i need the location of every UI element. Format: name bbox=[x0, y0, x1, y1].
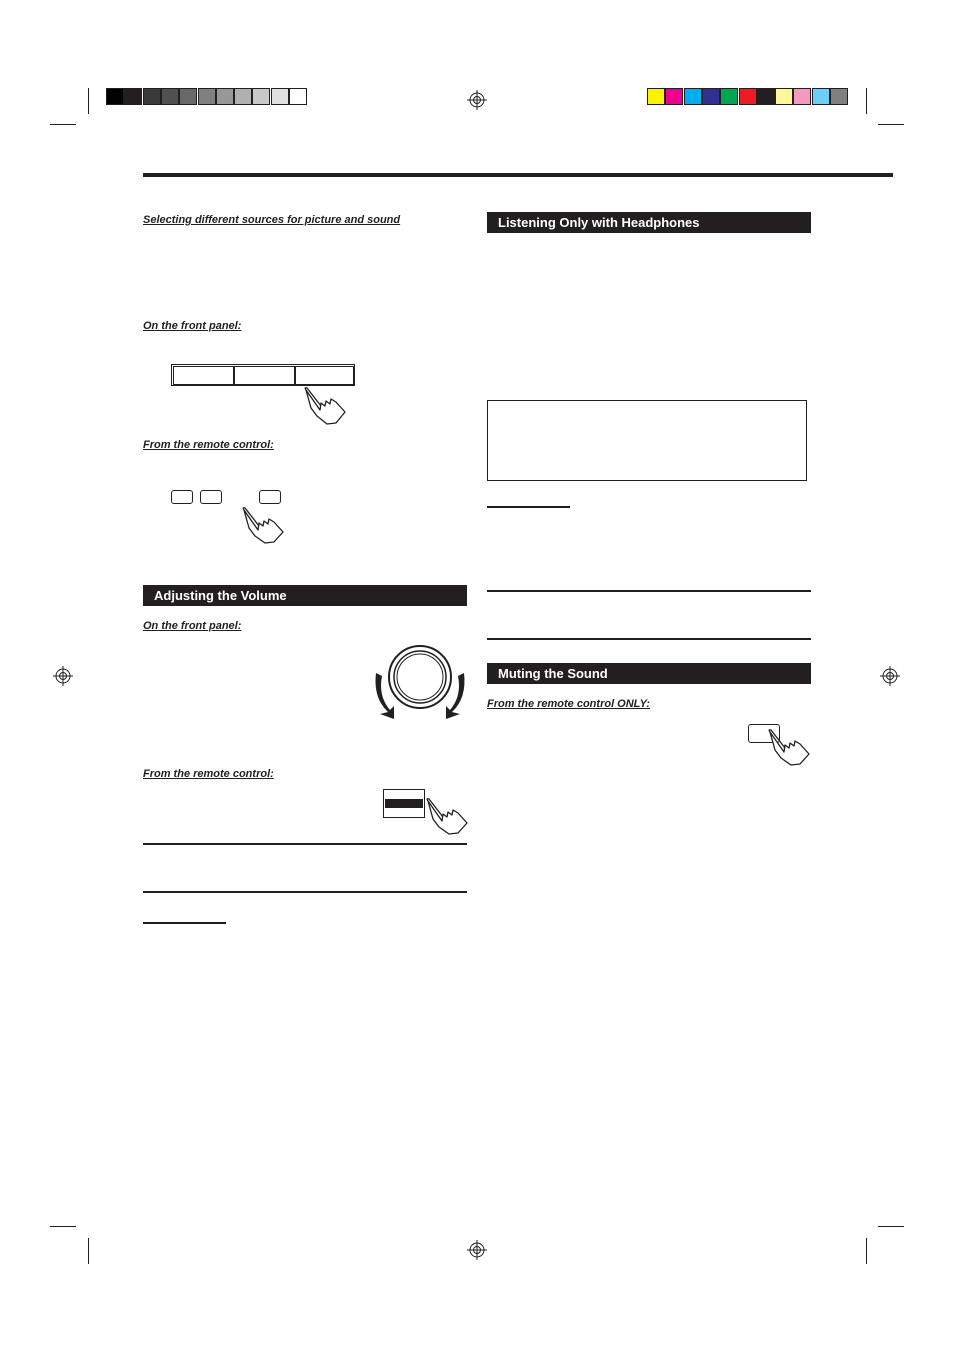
color-swatch bbox=[775, 88, 793, 105]
front-panel-label: On the front panel: bbox=[143, 620, 242, 632]
note-rule bbox=[143, 922, 226, 924]
color-swatch bbox=[793, 88, 811, 105]
color-swatch bbox=[216, 88, 234, 105]
pointing-hand-icon bbox=[241, 506, 287, 544]
registration-mark-icon bbox=[467, 90, 487, 110]
front-panel-button[interactable] bbox=[234, 366, 295, 385]
front-panel-button[interactable] bbox=[173, 366, 234, 385]
registration-mark-icon bbox=[880, 666, 900, 686]
caution-box bbox=[487, 400, 807, 481]
crop-mark bbox=[866, 1238, 867, 1264]
pointing-hand-icon bbox=[303, 386, 349, 426]
color-swatch bbox=[198, 88, 216, 105]
remote-button[interactable] bbox=[200, 490, 222, 504]
crop-mark bbox=[878, 1226, 904, 1227]
note-rule bbox=[487, 506, 570, 508]
front-panel-button[interactable] bbox=[295, 366, 354, 385]
registration-mark-icon bbox=[53, 666, 73, 686]
remote-button[interactable] bbox=[259, 490, 281, 504]
section-rule bbox=[143, 891, 467, 893]
front-panel-button-group bbox=[171, 364, 355, 386]
muting-heading: Muting the Sound bbox=[487, 663, 811, 684]
color-swatch bbox=[124, 88, 142, 105]
color-swatch bbox=[720, 88, 738, 105]
adjusting-volume-heading: Adjusting the Volume bbox=[143, 585, 467, 606]
color-swatch bbox=[647, 88, 665, 105]
crop-mark bbox=[88, 88, 89, 114]
color-swatch bbox=[161, 88, 179, 105]
front-panel-label: On the front panel: bbox=[143, 320, 242, 332]
crop-mark bbox=[50, 124, 76, 125]
remote-volume-button[interactable] bbox=[383, 789, 425, 818]
color-swatch bbox=[106, 88, 124, 105]
remote-control-label: From the remote control: bbox=[143, 768, 274, 780]
color-swatch bbox=[271, 88, 289, 105]
color-swatch bbox=[665, 88, 683, 105]
crop-mark bbox=[88, 1238, 89, 1264]
remote-control-label: From the remote control: bbox=[143, 439, 274, 451]
color-swatch bbox=[739, 88, 757, 105]
color-swatch bbox=[234, 88, 252, 105]
color-swatch bbox=[289, 88, 307, 105]
headphones-heading: Listening Only with Headphones bbox=[487, 212, 811, 233]
color-swatch bbox=[702, 88, 720, 105]
section-rule bbox=[487, 638, 811, 640]
color-swatch bbox=[179, 88, 197, 105]
crop-mark bbox=[878, 124, 904, 125]
remote-button[interactable] bbox=[171, 490, 193, 504]
pointing-hand-icon bbox=[425, 797, 471, 835]
color-swatch bbox=[757, 88, 775, 105]
volume-knob-icon[interactable] bbox=[368, 640, 470, 720]
header-rule bbox=[143, 173, 893, 177]
color-swatch bbox=[812, 88, 830, 105]
color-swatch bbox=[830, 88, 848, 105]
selecting-sources-label: Selecting different sources for picture and sound bbox=[143, 214, 401, 226]
registration-mark-icon bbox=[467, 1240, 487, 1260]
section-rule bbox=[143, 843, 467, 845]
crop-mark bbox=[50, 1226, 76, 1227]
color-swatch bbox=[684, 88, 702, 105]
crop-mark bbox=[866, 88, 867, 114]
remote-only-label: From the remote control ONLY: bbox=[487, 698, 650, 710]
color-swatch bbox=[252, 88, 270, 105]
section-rule bbox=[487, 590, 811, 592]
pointing-hand-icon bbox=[767, 728, 813, 766]
color-swatch bbox=[143, 88, 161, 105]
